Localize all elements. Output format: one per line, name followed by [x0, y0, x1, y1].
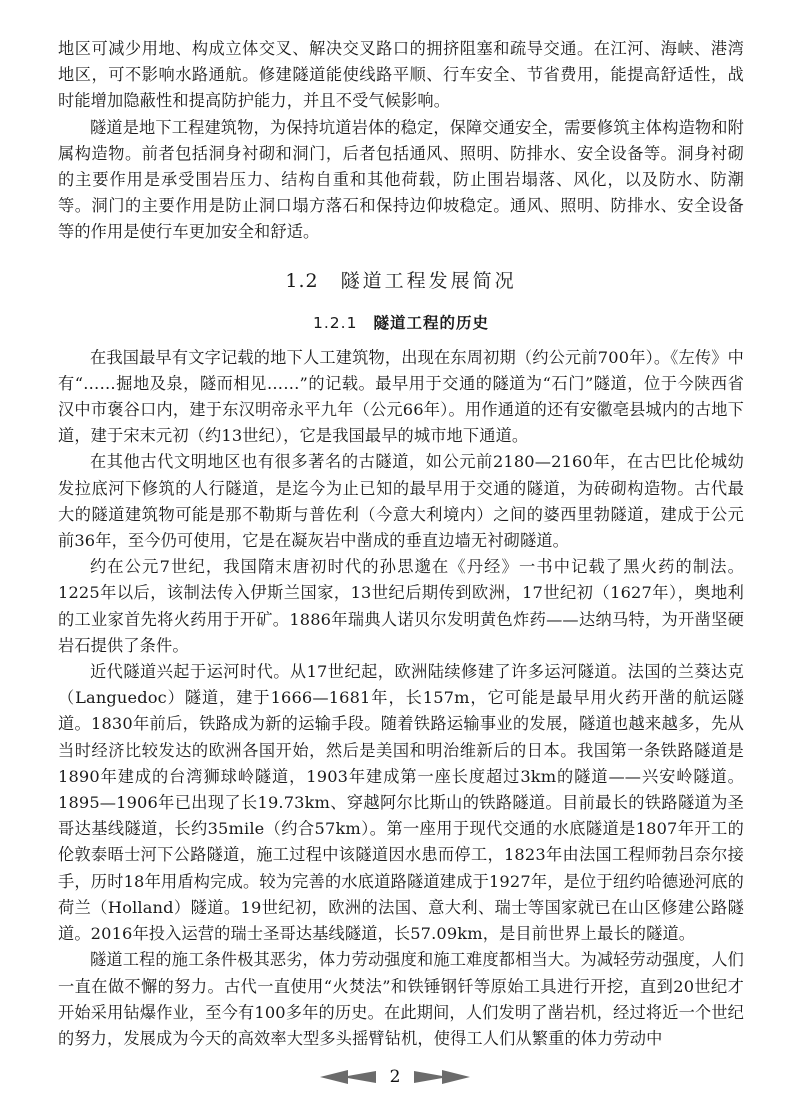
paragraph: 地区可减少用地、构成立体交叉、解决交叉路口的拥挤阻塞和疏导交通。在江河、海峡、港湾地区，可不影响水路通航。修建隧道能使线路平顺、行车安全、节省费用，能提高舒适性，战时能增加隐蔽性和提高防护能力，并且不受气候影响。 [58, 39, 744, 111]
page-body [58, 36, 744, 1052]
subsection-heading [58, 311, 744, 333]
paragraph: 在我国最早有文字记载的地下人工建筑物，出现在东周初期（约公元前700年）。《左传》中有“……掘地及泉，隧而相见……”的记载。最早用于交通的隧道为“石门”隧道，位于今陕西省汉中市褒谷口内，建于东汉明帝永平九年（公元66年）。用作通道的还有安徽亳县城内的古地下道，建于宋末元初（约13世纪），它是我国最早的城市地下通道。 [58, 347, 744, 446]
subsection-title: 隧道工程的历史 [373, 313, 489, 332]
paragraph: 在其他古代文明地区也有很多著名的古隧道，如公元前2180—2160年，在古巴比伦城幼发拉底河下修筑的人行隧道，是迄今为止已知的最早用于交通的隧道，为砖砌构造物。古代最大的隧道建筑物可能是那不勒斯与普佐利（今意大利境内）之间的婆西里勃隧道，建成于公元前36年，至今仍可使用，它是在凝灰岩中凿成的垂直边墙无衬砌隧道。 [58, 452, 744, 551]
page-number: 2 [389, 1066, 401, 1087]
page-footer [0, 1066, 790, 1092]
paragraph: 隧道工程的施工条件极其恶劣，体力劳动强度和施工难度都相当大。为减轻劳动强度，人们一直在做不懈的努力。古代一直使用“火焚法”和铁锤钢钎等原始工具进行开挖，直到20世纪才开始采用钻爆作业，至今有100多年的历史。在此期间，人们发明了凿岩机，经过将近一个世纪的努力，发展成为今天的高效率大型多头摇臂钻机，使得工人们从繁重的体力劳动中 [58, 950, 744, 1048]
section-title: 隧道工程发展简况 [340, 269, 517, 292]
double-left-arrow-icon [320, 1069, 376, 1085]
subsection-number: 1.2.1 [313, 313, 358, 332]
paragraph: 约在公元7世纪，我国隋末唐初时代的孙思邈在《丹经》一书中记载了黑火药的制法。1225年以后，该制法传入伊斯兰国家，13世纪后期传到欧洲，17世纪初（1627年），奥地利的工业家首先将火药用于开矿。1886年瑞典人诺贝尔发明黄色炸药——达纳马特，为开凿坚硬岩石提供了条件。 [58, 557, 744, 655]
section-heading [58, 266, 744, 293]
section-number: 1.2 [285, 269, 319, 292]
paragraph: 近代隧道兴起于运河时代。从17世纪起，欧洲陆续修建了许多运河隧道。法国的兰葵达克（Languedoc）隧道，建于1666—1681年，长157m，它可能是最早用火药开凿的航运隧道。1830年前后，铁路成为新的运输手段。随着铁路运输事业的发展，隧道也越来越多，先从当时经济比较发达的欧洲各国开始，然后是美国和明治维新后的日本。我国第一条铁路隧道是1890年建成的台湾狮球岭隧道，1903年建成第一座长度超过3km的隧道——兴安岭隧道。1895—1906年已出现了长19.73km、穿越阿尔比斯山的铁路隧道。目前最长的铁路隧道为圣哥达基线隧道，长约35mile（约合57km）。第一座用于现代交通的水底隧道是1807年开工的伦敦泰晤士河下公路隧道，施工过程中该隧道因水患而停工，1823年由法国工程师勃吕奈尔接手，历时18年用盾构完成。较为完善的水底道路隧道建成于1927年，是位于纽约哈德逊河底的荷兰（Holland）隧道。19世纪初，欧洲的法国、意大利、瑞士等国家就已在山区修建公路隧道。2016年投入运营的瑞士圣哥达基线隧道，长57.09km，是目前世界上最长的隧道。 [58, 662, 744, 944]
paragraph: 隧道是地下工程建筑物，为保持坑道岩体的稳定，保障交通安全，需要修筑主体构造物和附属构造物。前者包括洞身衬砌和洞门，后者包括通风、照明、防排水、安全设备等。洞身衬砌的主要作用是承受围岩压力、结构自重和其他荷载，防止围岩塌落、风化，以及防水、防潮等。洞门的主要作用是防止洞口塌方落石和保持边仰坡稳定。通风、照明、防排水、安全设备等的作用是使行车更加安全和舒适。 [58, 117, 744, 242]
double-right-arrow-icon [414, 1069, 470, 1085]
